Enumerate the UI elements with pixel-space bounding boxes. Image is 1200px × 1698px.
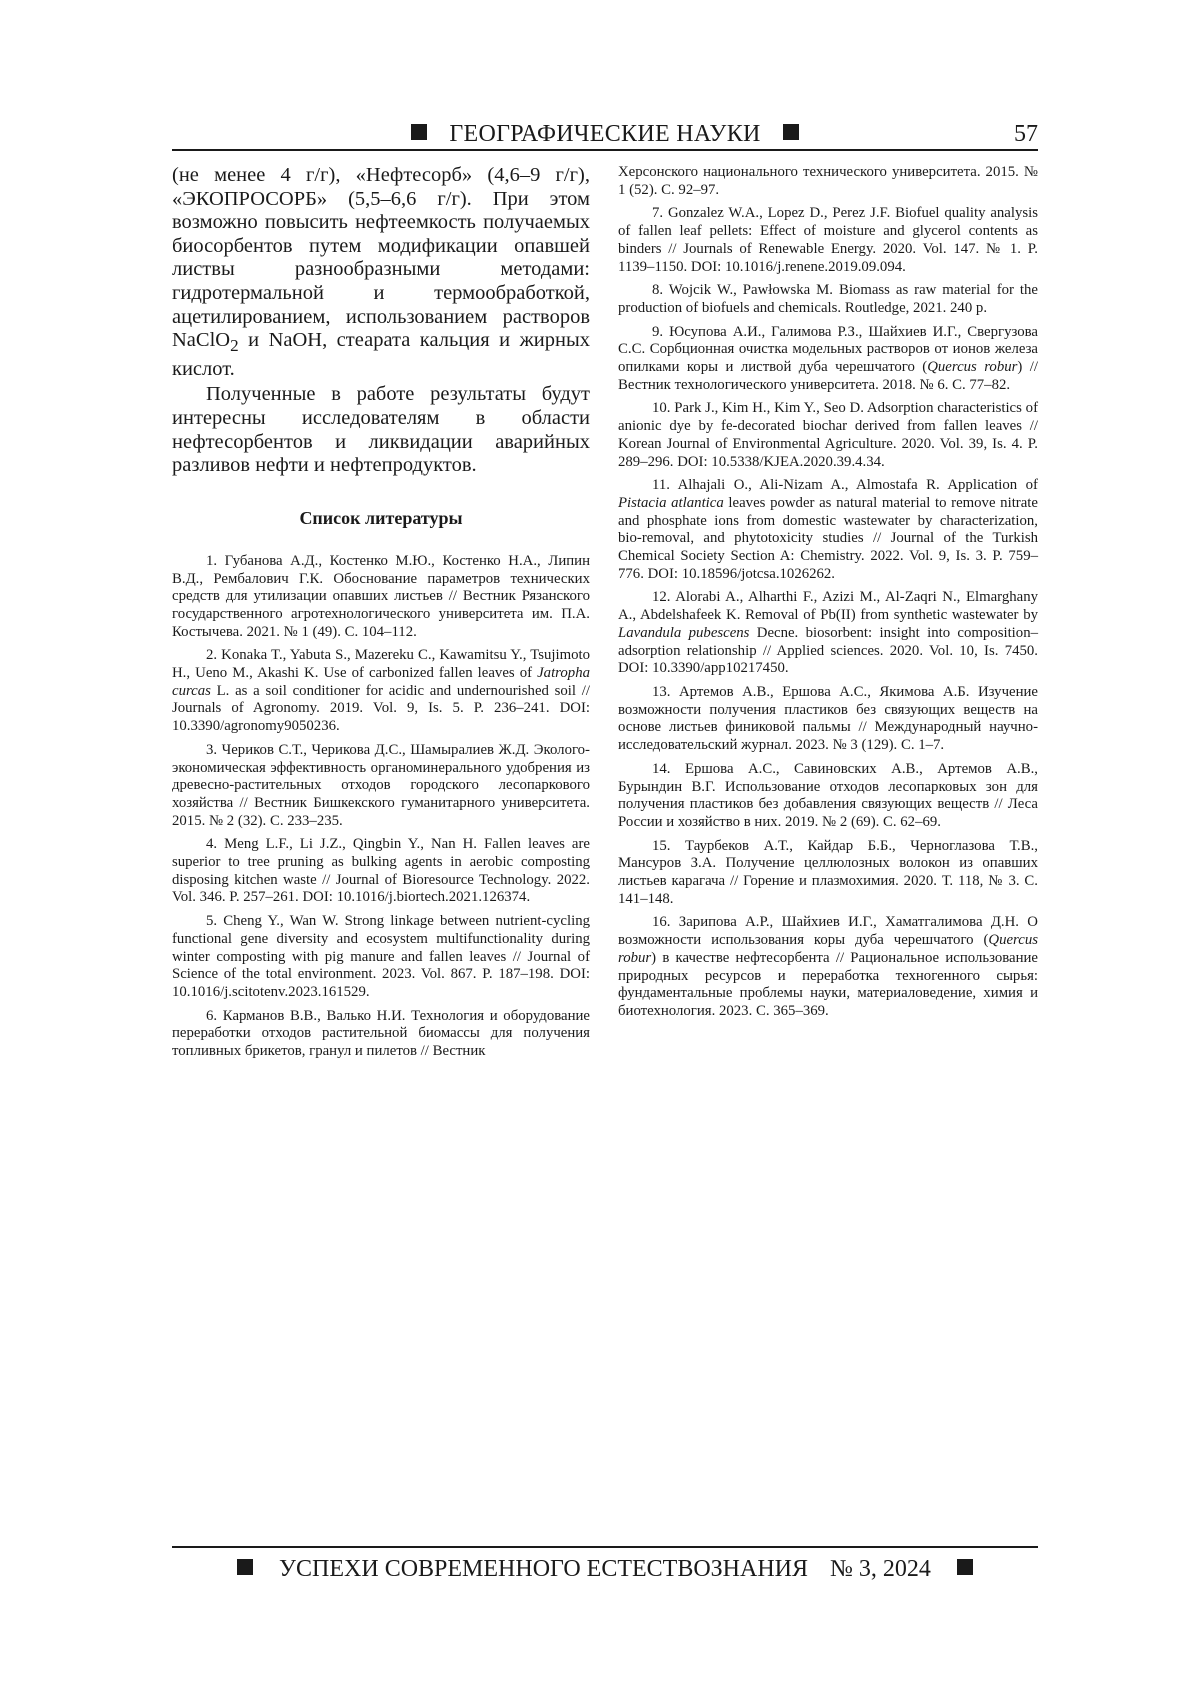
header-rule xyxy=(172,149,1038,151)
reference-text: ) // Вестник технологического университета. 2018. № 6. С. 77–82. xyxy=(618,359,1038,393)
running-footer xyxy=(172,1546,1038,1586)
page-number: 57 xyxy=(1014,121,1038,147)
species-name: Jatropha curcas xyxy=(172,665,590,699)
reference-item: 8. Wojcik W., Pawłowska M. Biomass as raw material for the production of biofuels and chemicals. Routledge, 2021. 240 p. xyxy=(618,282,1038,316)
right-column xyxy=(618,164,1038,1027)
reference-text: 9. Юсупова А.И., Галимова Р.З., Шайхиев И.Г., Свергузова С.С. Сорбционная очистка модельных растворов от ионов железа опилками коры и листвой дуба черешчатого ( xyxy=(618,323,1038,376)
reference-item xyxy=(172,647,590,736)
reference-text: leaves powder as natural material to remove nitrate and phosphate ions from domestic wastewater by characterization, bio-removal, and phytotoxicity studies // Journal of the Turkish Chemical Society Section A: Chemistry. 2022. Vol. 9, Is. 3. P. 759–776. DOI: 10.18596/jotcsa.1026262. xyxy=(618,494,1038,582)
reference-text: 11. Alhajali O., Ali-Nizam A., Almostafa R. Application of xyxy=(652,477,1038,494)
square-bullet-icon xyxy=(411,124,427,140)
reference-text: 12. Alorabi A., Alharthi F., Azizi M., Al-Zaqri N., Elmarghany A., Abdelshafeek K. Removal of Pb(II) from synthetic wastewater by xyxy=(618,589,1038,624)
reference-item: 15. Таурбеков А.Т., Кайдар Б.Б., Черноглазова Т.В., Мансуров З.А. Получение целлюлозных волокон из опавших листьев карагача // Горение и плазмохимия. 2020. Т. 118, № 3. С. 141–148. xyxy=(618,837,1038,907)
reference-item: 1. Губанова А.Д., Костенко М.Ю., Костенко Н.А., Липин В.Д., Рембалович Г.К. Обоснование параметров технических средств для утилизации опавших листьев // Вестник Рязанского государственного агротехнологического университета им. П.А. Костычева. 2021. № 1 (49). С. 104–112. xyxy=(172,552,590,640)
reference-item: 5. Cheng Y., Wan W. Strong linkage between nutrient-cycling functional gene diversity and ecosystem multifunctionality during winter composting with pig manure and fallen leaves // Journal of Science of the total environment. 2023. Vol. 867. P. 187–198. DOI: 10.1016/j.scitotenv.2023.161529. xyxy=(172,913,590,1000)
header-title-block xyxy=(172,121,1038,148)
species-name: Quercus robur xyxy=(618,932,1038,966)
footer-rule xyxy=(172,1546,1038,1548)
paragraph-text: (не менее 4 г/г), «Нефтесорб» (4,6–9 г/г), «ЭКОПРОСОРБ» (5,5–6,6 г/г). При этом возможно повысить нефтеемкость получаемых биосорбентов путем модификации опавшей листвы разнообразными методами: гидротермальной и термообработкой, ацетилированием, использованием растворов NaClO xyxy=(172,164,590,352)
reference-item: 3. Чериков С.Т., Черикова Д.С., Шамыралиев Ж.Д. Эколого-экономическая эффективность органоминерального удобрения из древесно-растительных отходов городского лесопаркового хозяйства // Вестник Бишкекского гуманитарного университета. 2015. № 2 (32). С. 233–235. xyxy=(172,741,590,829)
issue-number: № 3, 2024 xyxy=(830,1556,931,1582)
reference-item: 13. Артемов А.В., Ершова А.С., Якимова А.Б. Изучение возможности получения пластиков без связующих веществ на основе листьев финиковой пальмы // Международный научно-исследовательский журнал. 2023. № 3 (129). С. 1–7. xyxy=(618,683,1038,754)
reference-text: 16. Зарипова А.Р., Шайхиев И.Г., Хаматгалимова Д.Н. О возможности использования коры дуба черешчатого ( xyxy=(618,914,1038,949)
square-bullet-icon xyxy=(783,124,799,140)
species-name: Pistacia atlantica xyxy=(618,494,724,511)
square-bullet-icon xyxy=(957,1559,973,1575)
reference-continuation: Херсонского национального технического университета. 2015. № 1 (52). С. 92–97. xyxy=(618,164,1038,198)
body-paragraph xyxy=(172,164,590,381)
reference-text: Decne. biosorbent: insight into composition–adsorption relationship // Applied sciences. 2020. Vol. 10, Is. 7450. DOI: 10.3390/app10217450. xyxy=(618,624,1038,677)
reference-item: 14. Ершова А.С., Савиновских А.В., Артемов А.В., Бурындин В.Г. Использование отходов лесопарковых зон для получения пластиков без добавления связующих веществ // Леса России и хозяйство в них. 2019. № 2 (69). С. 62–69. xyxy=(618,760,1038,830)
species-name: Quercus robur xyxy=(927,359,1018,376)
reference-text: L. as a soil conditioner for acidic and undernourished soil // Journals of Agronomy. 2019. Vol. 9, Is. 5. P. 236–241. DOI: 10.3390/agronomy9050236. xyxy=(172,682,590,735)
journal-name: УСПЕХИ СОВРЕМЕННОГО ЕСТЕСТВОЗНАНИЯ xyxy=(279,1556,809,1582)
reference-item xyxy=(618,914,1038,1020)
running-header xyxy=(172,119,1038,151)
references-heading: Список литературы xyxy=(299,507,463,528)
section-title: ГЕОГРАФИЧЕСКИЕ НАУКИ xyxy=(449,121,761,147)
footer-text-block xyxy=(172,1556,1038,1583)
paragraph-text: и NaOH, стеарата кальция и жирных кислот. xyxy=(172,329,590,380)
reference-item: 6. Карманов В.В., Валько Н.И. Технология и оборудование переработки отходов растительной биомассы для получения топливных брикетов, гранул и пилетов // Вестник xyxy=(172,1007,590,1060)
reference-text: 2. Konaka T., Yabuta S., Mazereku C., Kawamitsu Y., Tsujimoto H., Ueno M., Akashi K. Use of carbonized fallen leaves of xyxy=(172,647,590,682)
species-name: Lavandula pubescens xyxy=(618,624,750,641)
reference-text: ) в качестве нефтесорбента // Рациональное использование природных ресурсов и переработка техногенного сырья: фундаментальные проблемы науки, материаловедение, химия и биотехнология. 2023. С. 365–369. xyxy=(618,949,1038,1019)
subscript: 2 xyxy=(230,336,239,356)
left-column xyxy=(172,164,590,1067)
body-paragraph: Полученные в работе результаты будут интересны исследователям в области нефтесорбентов и ликвидации аварийных разливов нефти и нефтепродуктов. xyxy=(172,383,590,477)
reference-item xyxy=(618,477,1038,583)
reference-item xyxy=(618,589,1038,678)
reference-item: 10. Park J., Kim H., Kim Y., Seo D. Adsorption characteristics of anionic dye by fe-decorated biochar derived from fallen leaves // Korean Journal of Environmental Agriculture. 2020. Vol. 39, Is. 4. P. 289–296. DOI: 10.5338/KJEA.2020.39.4.34. xyxy=(618,400,1038,470)
reference-item xyxy=(618,324,1038,395)
square-bullet-icon xyxy=(237,1559,253,1575)
reference-item: 7. Gonzalez W.A., Lopez D., Perez J.F. Biofuel quality analysis of fallen leaf pellets: Effect of moisture and glycerol contents as binders // Journals of Renewable Energy. 2020. Vol. 147. № 1. P. 1139–1150. DOI: 10.1016/j.renene.2019.09.094. xyxy=(618,205,1038,275)
reference-item: 4. Meng L.F., Li J.Z., Qingbin Y., Nan H. Fallen leaves are superior to tree pruning as bulking agents in aerobic composting disposing kitchen waste // Journal of Bioresource Technology. 2022. Vol. 346. P. 257–261. DOI: 10.1016/j.biortech.2021.126374. xyxy=(172,836,590,906)
